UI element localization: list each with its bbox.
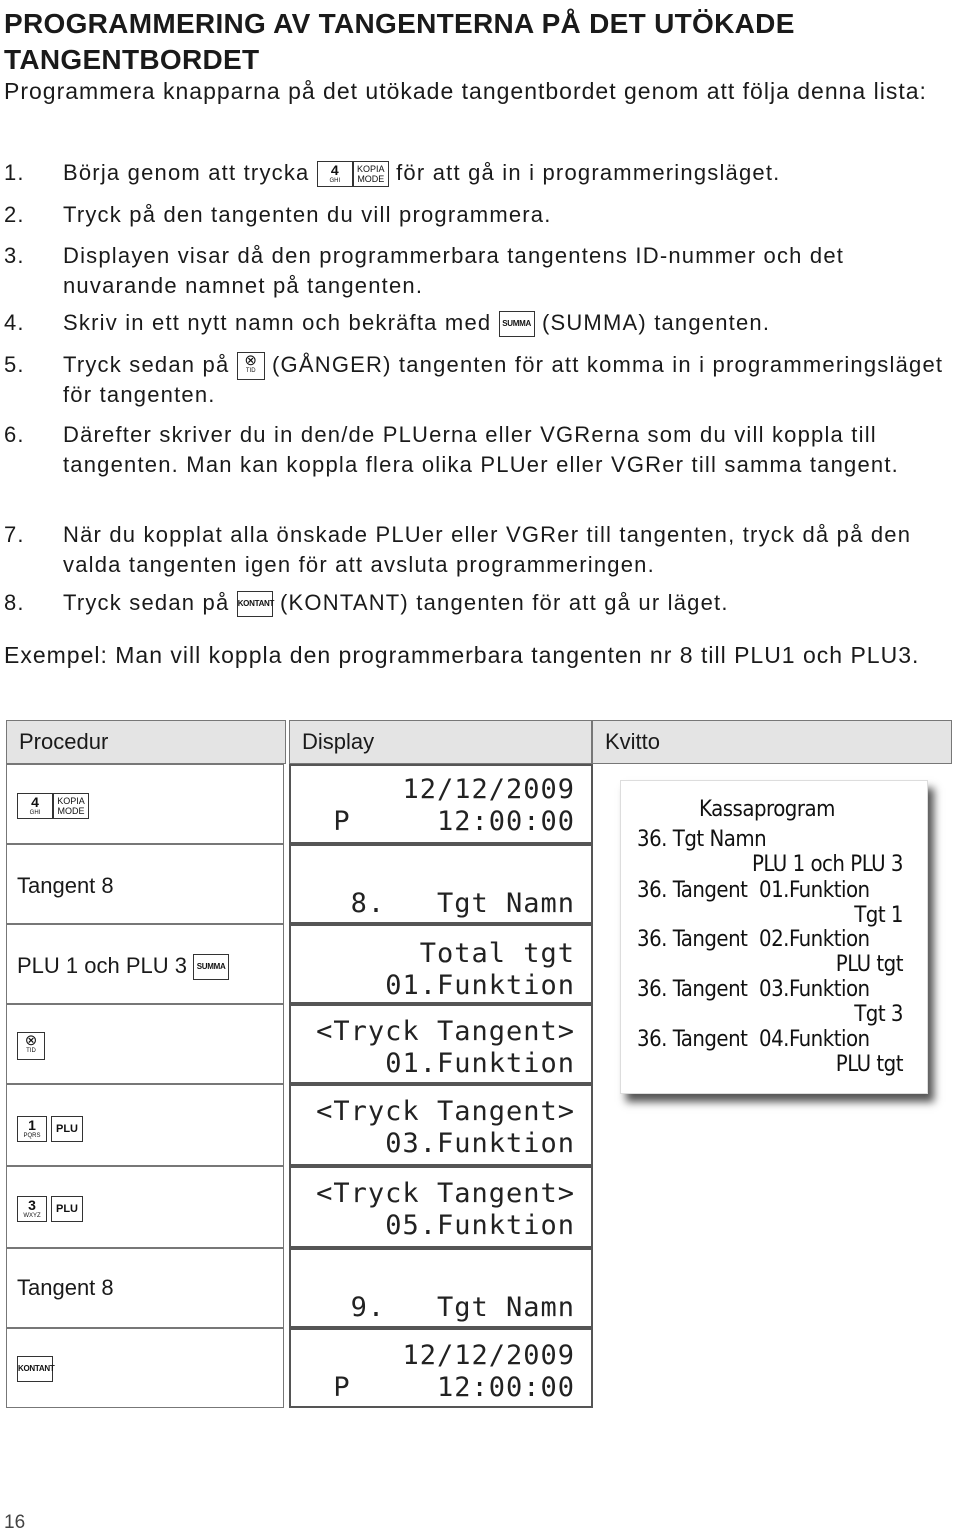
plu-key-icon: PLU (51, 1196, 83, 1222)
proc-row-8 (6, 1328, 284, 1408)
key-4-ghi-icon: 4 GHI (17, 793, 53, 819)
proc-row-1 (6, 764, 284, 844)
key-3-wxyz-icon: 3 WXYZ (17, 1196, 47, 1222)
step-8: 8. Tryck sedan på KONTANT (KONTANT) tangenten för att gå ur läget. (4, 588, 956, 618)
key-1-pqrs-icon: 1 PQRS (17, 1116, 47, 1142)
step-2: 2. Tryck på den tangenten du vill programmera. (4, 202, 552, 227)
step-4: 4. Skriv in ett nytt namn och bekräfta med SUMMA (SUMMA) tangenten. (4, 308, 956, 338)
display-row-5: <Tryck Tangent> 03.Funktion (289, 1084, 593, 1166)
display-row-3: Total tgt 01.Funktion (289, 924, 593, 1004)
header-procedur: Procedur (6, 720, 286, 764)
intro-text: Programmera knapparna på det utökade tangentbordet genom att följa denna lista: (4, 78, 927, 104)
step-1: 1. Börja genom att trycka 4 GHI KOPIA MODE för att gå in i programmeringsläget. (4, 158, 956, 188)
plu-key-icon: PLU (51, 1116, 83, 1142)
summa-key-icon: SUMMA (193, 954, 229, 980)
display-row-7: 9. Tgt Namn (289, 1248, 593, 1328)
page-title: PROGRAMMERING AV TANGENTERNA PÅ DET UTÖKADE TANGENTBORDET (4, 8, 795, 75)
kontant-key-icon: KONTANT (237, 591, 273, 617)
display-row-2: 8. Tgt Namn (289, 844, 593, 924)
display-row-1: 12/12/2009 P 12:00:00 (289, 764, 593, 844)
proc-row-2: Tangent 8 (6, 844, 284, 924)
proc-row-5 (6, 1084, 284, 1166)
times-key-icon: ⊗ TID (17, 1032, 45, 1060)
header-kvitto: Kvitto (592, 720, 952, 764)
step-6: 6. Därefter skriver du in den/de PLUerna eller VGRerna som du vill koppla till tangenten. Man kan koppla flera olika PLUer eller VGRer till samma tangent. (4, 422, 899, 477)
proc-row-6 (6, 1166, 284, 1248)
proc-row-4 (6, 1004, 284, 1084)
header-display: Display (289, 720, 592, 764)
page-number: 16 (4, 1512, 26, 1533)
summa-key-icon: SUMMA (499, 311, 535, 337)
step-3: 3. Displayen visar då den programmerbara tangentens ID-nummer och det nuvarande namnet på tangenten. (4, 243, 845, 298)
key-kopia-mode-icon: KOPIA MODE (53, 793, 89, 819)
times-key-icon: ⊗ TID (237, 352, 265, 380)
key-kopia-mode-icon: KOPIA MODE (353, 161, 389, 187)
proc-row-3: PLU 1 och PLU 3 SUMMA (6, 924, 284, 1004)
proc-row-7: Tangent 8 (6, 1248, 284, 1328)
display-row-4: <Tryck Tangent> 01.Funktion (289, 1004, 593, 1084)
kontant-key-icon: KONTANT (17, 1356, 53, 1382)
key-4-ghi-icon: 4 GHI (317, 161, 353, 187)
step-7: 7. När du kopplat alla önskade PLUer eller VGRer till tangenten, tryck då på den valda tangenten igen för att avsluta programmeringen. (4, 522, 912, 577)
display-row-6: <Tryck Tangent> 05.Funktion (289, 1166, 593, 1248)
example-text: Exempel: Man vill koppla den programmerbara tangenten nr 8 till PLU1 och PLU3. (4, 642, 920, 668)
step-5: 5. Tryck sedan på ⊗ TID (GÅNGER) tangenten för att komma in i programmeringsläget för tangenten. (4, 352, 944, 408)
receipt: Kassaprogram 36. Tgt Namn PLU 1 och PLU 3 36. Tangent 01.Funktion Tgt 1 36. Tangent 02.Funktion PLU tgt 36. Tangent 03.Funktion Tgt 3 36. Tangent 04.Funktion PLU tgt (620, 780, 928, 1094)
display-row-8: 12/12/2009 P 12:00:00 (289, 1328, 593, 1408)
